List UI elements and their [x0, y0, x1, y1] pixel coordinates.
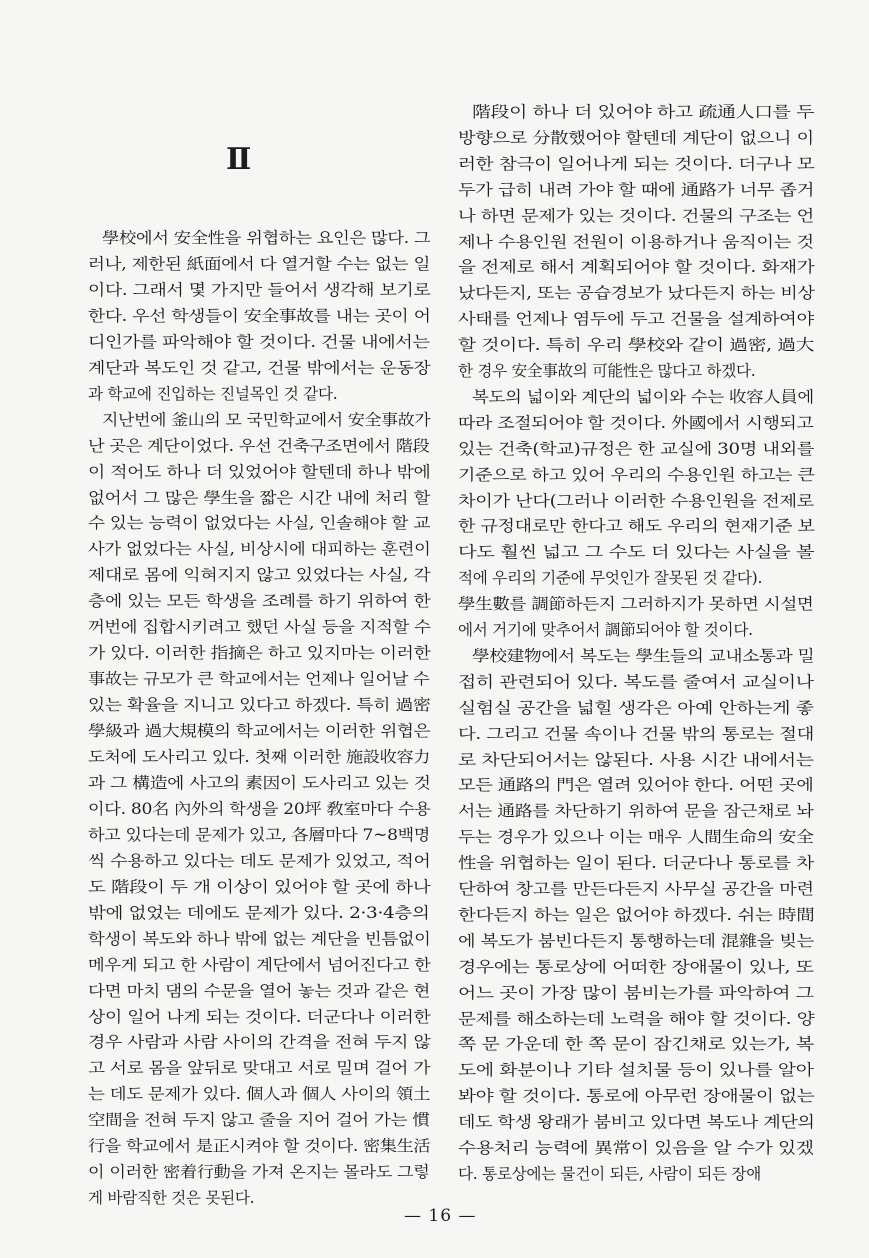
text-line: 적에 우리의 기준에 무엇인가 잘못된 것 같다).: [458, 569, 763, 588]
text-line: 사태를 언제나 염두에 두고 건물을 설계하여야: [458, 310, 814, 329]
text-line: 러한 참극이 일어나게 되는 것이다. 더구나 모: [458, 154, 815, 173]
text-line: 에서 거기에 맞추어서 調節되어야 할 것이다.: [458, 621, 753, 639]
text-line: 도처에 도사리고 있다. 첫째 이러한 施設收容力: [88, 748, 431, 766]
text-line: 로 차단되어서는 않된다. 사용 시간 내에서는: [458, 750, 814, 769]
text-line: 階段이 하나 더 있어야 하고 疏通人口를 두: [472, 103, 815, 121]
text-line: 계단과 복도인 것 같고, 건물 밖에서는 운동장: [88, 358, 431, 377]
text-line: 학생이 복도와 하나 밖에 없는 계단을 빈틈없이: [88, 929, 431, 948]
text-line: 복도의 넓이와 계단의 넓이와 수는 收容人員에: [472, 387, 814, 406]
text-line: 데도 학생 왕래가 붐비고 있다면 복도나 계단의: [458, 1113, 815, 1132]
text-line: 이다. 80名 內外의 학생을 20坪 敎室마다 수용: [88, 799, 431, 818]
text-line: 없어서 그 많은 學生을 짧은 시간 내에 처리 할: [88, 488, 431, 507]
text-line: 수용처리 능력에 異常이 있음을 알 수가 있겠: [458, 1139, 814, 1157]
text-line: 실험실 공간을 넓힐 생각은 아예 안하는게 좋: [458, 698, 814, 717]
text-line: 쪽 문 가운데 한 쪽 문이 잠긴채로 있는가, 복: [458, 1035, 814, 1054]
text-line: 상이 일어 나게 되는 것이다. 더군다나 이러한: [88, 1007, 431, 1026]
text-line: 제대로 몸에 익혀지지 않고 있었다는 사실, 각: [88, 566, 431, 585]
text-line: 事故는 규모가 큰 학교에서는 언제나 일어날 수: [88, 670, 430, 689]
text-line: 꺼번에 집합시키려고 했던 사실 등을 지적할 수: [88, 618, 431, 637]
text-line: 도에 화분이나 기타 설치물 등이 있나를 알아: [458, 1061, 814, 1080]
text-line: 한다. 우선 학생들이 安全事故를 내는 곳이 어: [88, 306, 431, 325]
page-number: — 16 —: [404, 1206, 477, 1226]
text-line: 에 복도가 붐빈다든지 통행하는데 混雜을 빚는: [458, 931, 814, 950]
text-line: 경우에는 통로상에 어떠한 장애물이 있나, 또: [458, 957, 814, 976]
text-line: 모든 通路의 門은 열려 있어야 한다. 어떤 곳에: [458, 776, 814, 795]
text-line: 學校에서 安全性을 위협하는 요인은 많다. 그: [102, 229, 431, 247]
text-line: 층에 있는 모든 학생을 조례를 하기 위하여 한: [88, 592, 431, 611]
text-line: 할 것이다. 특히 우리 學校와 같이 過密, 過大: [458, 336, 815, 355]
text-line: 하고 있다는데 문제가 있고, 各層마다 7~8백명: [88, 825, 430, 844]
text-line: 두가 급히 내려 가야 할 때에 通路가 너무 좁거: [458, 180, 815, 199]
text-line: 한 규정대로만 한다고 해도 우리의 현재기준 보: [458, 517, 815, 536]
text-line: 과 그 構造에 사고의 素因이 도사리고 있는 것: [88, 773, 431, 792]
text-line: 學級과 過大規模의 학교에서는 이러한 위협은: [88, 722, 431, 741]
text-line: 空間을 전혀 두지 않고 줄을 지어 걸어 가는 慣: [88, 1111, 430, 1130]
text-line: 다. 통로상에는 물건이 되든, 사람이 되든 장애: [458, 1164, 761, 1183]
text-line: 있는 확율을 지니고 있다고 하겠다. 특히 過密: [88, 696, 431, 715]
text-line: 접히 관련되어 있다. 복도를 줄여서 교실이나: [458, 672, 814, 691]
text-line: 어느 곳이 가장 많이 붐비는가를 파악하여 그: [458, 983, 814, 1002]
text-line: 났다든지, 또는 공습경보가 났다든지 하는 비상: [458, 284, 815, 303]
text-line: 다. 그리고 건물 속이나 건물 밖의 통로는 절대: [458, 724, 814, 743]
text-line: 봐야 할 것이다. 통로에 아무런 장애물이 없는: [458, 1087, 815, 1106]
text-line: 난 곳은 계단이었다. 우선 건축구조면에서 階段: [88, 436, 430, 455]
text-line: 단하여 창고를 만든다든지 사무실 공간을 마련: [458, 880, 814, 898]
text-line: 고 서로 몸을 앞뒤로 맞대고 서로 밀며 걸어 가: [88, 1059, 430, 1078]
text-line: 경우 사람과 사람 사이의 간격을 전혀 두지 않: [88, 1033, 431, 1052]
text-line: 이 적어도 하나 더 있었어야 할텐데 하나 밖에: [88, 462, 431, 481]
text-line: 밖에 없었는 데에도 문제가 있다. 2·3·4층의: [88, 903, 430, 922]
text-line: 차이가 난다(그러나 이러한 수용인원을 전제로: [458, 491, 814, 510]
text-line: 는 데도 문제가 있다. 個人과 個人 사이의 領土: [88, 1085, 431, 1104]
text-line: 學校建物에서 복도는 學生들의 교내소통과 밀: [472, 646, 815, 665]
text-line: 行을 학교에서 是正시켜야 할 것이다. 密集生活: [88, 1137, 431, 1156]
text-line: 性을 위협하는 일이 된다. 더군다나 통로를 차: [458, 854, 814, 873]
text-line: 제나 수용인원 전원이 이용하거나 움직이는 것: [458, 232, 814, 251]
text-line: 나 하면 문제가 있는 것이다. 건물의 구조는 언: [458, 206, 814, 225]
text-line: 두는 경우가 있으나 이는 매우 人間生命의 安全: [458, 828, 814, 847]
text-line: 다면 마치 댐의 수문을 열어 놓는 것과 같은 현: [88, 981, 430, 1000]
text-line: 있는 건축(학교)규정은 한 교실에 30명 내외를: [458, 439, 815, 458]
text-line: 다도 훨씬 넓고 그 수도 더 있다는 사실을 볼: [458, 543, 815, 562]
text-line: 게 바람직한 것은 못된다.: [88, 1189, 255, 1208]
text-line: 도 階段이 두 개 이상이 있어야 할 곳에 하나: [88, 877, 431, 896]
text-line: 이 이러한 密着行動을 가져 온지는 몰라도 그렇: [88, 1163, 430, 1182]
text-line: 수 있는 능력이 없었다는 사실, 인솔해야 할 교: [88, 514, 430, 533]
text-line: 방향으로 分散했어야 할텐데 계단이 없으니 이: [458, 128, 814, 147]
text-line: 서는 通路를 차단하기 위하여 문을 잠근채로 놔: [458, 802, 814, 821]
text-line: 따라 조절되어야 할 것이다. 外國에서 시행되고: [458, 413, 814, 432]
text-line: 을 전제로 해서 계획되어야 할 것이다. 화재가: [458, 258, 815, 277]
text-line: 사가 없었다는 사실, 비상시에 대피하는 훈련이: [88, 540, 431, 559]
text-line: 지난번에 釜山의 모 국민학교에서 安全事故가: [102, 410, 431, 429]
text-line: 가 있다. 이러한 指摘은 하고 있지마는 이러한: [88, 644, 431, 663]
text-line: 기준으로 하고 있어 우리의 수용인원 하고는 큰: [458, 465, 815, 484]
text-line: 디인가를 파악해야 할 것이다. 건물 내에서는: [88, 332, 430, 351]
text-line: 한 경우 安全事故의 可能性은 많다고 하겠다.: [458, 362, 756, 380]
section-heading: Ⅱ: [226, 142, 251, 177]
text-line: 한다든지 하는 일은 없어야 하겠다. 쉬는 時間: [458, 905, 815, 924]
text-line: 이다. 그래서 몇 가지만 들어서 생각해 보기로: [88, 280, 431, 299]
text-line: 메우게 되고 한 사람이 계단에서 넘어진다고 한: [88, 955, 431, 974]
text-line: 學生數를 調節하든지 그러하지가 못하면 시설면: [458, 595, 814, 614]
text-line: 씩 수용하고 있다는 데도 문제가 있었고, 적어: [88, 851, 431, 870]
text-line: 과 학교에 진입하는 진널목인 것 같다.: [88, 384, 338, 403]
text-line: 러나, 제한된 紙面에서 다 열거할 수는 없는 일: [88, 254, 431, 273]
text-line: 문제를 해소하는데 노력을 해야 할 것이다. 양: [458, 1009, 815, 1028]
